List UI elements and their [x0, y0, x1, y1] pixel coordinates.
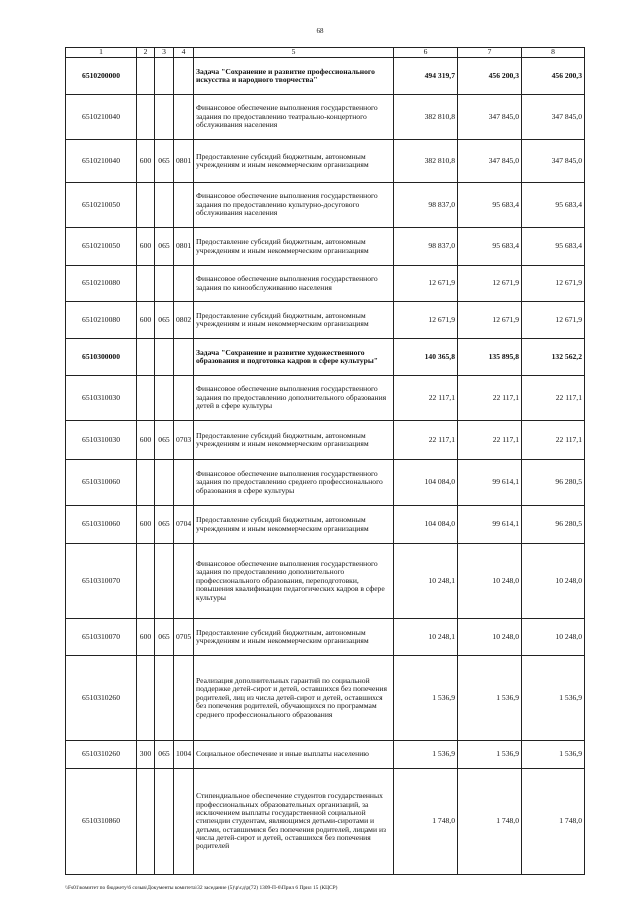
- amount-year-3: 1 536,9: [522, 741, 585, 769]
- amount-year-1: 104 084,0: [394, 460, 458, 506]
- administrator-code: 065: [155, 619, 174, 656]
- amount-year-3: 456 200,3: [522, 58, 585, 95]
- row-description: Предоставление субсидий бюджетным, автономным учреждениям и иным некоммерческим организациям: [194, 302, 394, 339]
- row-description: Реализация дополнительных гарантий по социальной поддержке детей-сирот и детей, оставшихся без попечения родителей, лиц из числа детей-сирот и детей, оставшихся без попечения родителей, обучающихся по программам среднего профессионального образования: [194, 656, 394, 741]
- administrator-code: [155, 376, 174, 421]
- table-row: [66, 421, 585, 460]
- row-description: Предоставление субсидий бюджетным, автономным учреждениям и иным некоммерческим организациям: [194, 228, 394, 266]
- row-description: Финансовое обеспечение выполнения государственного задания по предоставлению дополнительного образования детей в сфере культуры: [194, 376, 394, 421]
- amount-year-1: 22 117,1: [394, 421, 458, 460]
- section-code: 0802: [174, 302, 194, 339]
- table-row: [66, 769, 585, 875]
- amount-year-3: 1 536,9: [522, 656, 585, 741]
- administrator-code: 065: [155, 741, 174, 769]
- administrator-code: 065: [155, 140, 174, 183]
- amount-year-3: 1 748,0: [522, 769, 585, 875]
- amount-year-2: 1 748,0: [458, 769, 522, 875]
- amount-year-2: 347 845,0: [458, 95, 522, 140]
- expense-type-code: 600: [137, 619, 155, 656]
- classification-code: 6510310260: [66, 656, 137, 741]
- row-description: Социальное обеспечение и иные выплаты населению: [194, 741, 394, 769]
- row-description: Финансовое обеспечение выполнения государственного задания по предоставлению театрально-концертного обслуживания населения: [194, 95, 394, 140]
- table-row: [66, 741, 585, 769]
- amount-year-2: 99 614,1: [458, 506, 522, 544]
- column-header: 5: [194, 48, 394, 58]
- amount-year-1: 382 810,8: [394, 95, 458, 140]
- amount-year-1: 98 837,0: [394, 183, 458, 228]
- section-code: [174, 58, 194, 95]
- amount-year-1: 140 365,8: [394, 339, 458, 376]
- administrator-code: [155, 339, 174, 376]
- expense-type-code: [137, 339, 155, 376]
- amount-year-2: 1 536,9: [458, 656, 522, 741]
- row-description: Финансовое обеспечение выполнения государственного задания по предоставлению среднего профессионального образования в сфере культуры: [194, 460, 394, 506]
- section-code: [174, 769, 194, 875]
- amount-year-3: 95 683,4: [522, 228, 585, 266]
- administrator-code: [155, 183, 174, 228]
- column-header: 3: [155, 48, 174, 58]
- row-description: Предоставление субсидий бюджетным, автономным учреждениям и иным некоммерческим организациям: [194, 140, 394, 183]
- amount-year-1: 10 248,1: [394, 544, 458, 619]
- section-code: 0703: [174, 421, 194, 460]
- section-code: 0705: [174, 619, 194, 656]
- expense-type-code: [137, 769, 155, 875]
- table-row: [66, 302, 585, 339]
- expense-type-code: [137, 376, 155, 421]
- amount-year-3: 10 248,0: [522, 544, 585, 619]
- amount-year-2: 347 845,0: [458, 140, 522, 183]
- amount-year-2: 95 683,4: [458, 183, 522, 228]
- section-code: [174, 544, 194, 619]
- administrator-code: 065: [155, 228, 174, 266]
- amount-year-3: 22 117,1: [522, 421, 585, 460]
- amount-year-2: 22 117,1: [458, 376, 522, 421]
- expense-type-code: [137, 183, 155, 228]
- amount-year-1: 12 671,9: [394, 302, 458, 339]
- amount-year-3: 96 280,5: [522, 460, 585, 506]
- column-header: 8: [522, 48, 585, 58]
- row-description: Задача "Сохранение и развитие профессионального искусства и народного творчества": [194, 58, 394, 95]
- amount-year-3: 22 117,1: [522, 376, 585, 421]
- amount-year-2: 1 536,9: [458, 741, 522, 769]
- amount-year-2: 456 200,3: [458, 58, 522, 95]
- classification-code: 6510210080: [66, 302, 137, 339]
- classification-code: 6510210080: [66, 266, 137, 302]
- amount-year-2: 10 248,0: [458, 544, 522, 619]
- table-row: [66, 619, 585, 656]
- classification-code: 6510200000: [66, 58, 137, 95]
- amount-year-1: 98 837,0: [394, 228, 458, 266]
- administrator-code: 065: [155, 302, 174, 339]
- section-code: [174, 339, 194, 376]
- section-code: [174, 183, 194, 228]
- section-code: 0704: [174, 506, 194, 544]
- amount-year-3: 95 683,4: [522, 183, 585, 228]
- administrator-code: [155, 58, 174, 95]
- table-row: [66, 183, 585, 228]
- amount-year-2: 99 614,1: [458, 460, 522, 506]
- section-code: [174, 95, 194, 140]
- column-header: 1: [66, 48, 137, 58]
- amount-year-1: 382 810,8: [394, 140, 458, 183]
- administrator-code: 065: [155, 506, 174, 544]
- amount-year-3: 347 845,0: [522, 95, 585, 140]
- amount-year-3: 132 562,2: [522, 339, 585, 376]
- section-code: [174, 656, 194, 741]
- administrator-code: [155, 544, 174, 619]
- expense-type-code: [137, 656, 155, 741]
- amount-year-2: 12 671,9: [458, 266, 522, 302]
- classification-code: 6510310060: [66, 460, 137, 506]
- table-row: [66, 228, 585, 266]
- table-row: [66, 656, 585, 741]
- administrator-code: 065: [155, 421, 174, 460]
- classification-code: 6510210040: [66, 140, 137, 183]
- classification-code: 6510210050: [66, 228, 137, 266]
- table-row-task: [66, 339, 585, 376]
- administrator-code: [155, 656, 174, 741]
- expense-type-code: [137, 266, 155, 302]
- table-row-task: [66, 58, 585, 95]
- table-row: [66, 95, 585, 140]
- row-description: Предоставление субсидий бюджетным, автономным учреждениям и иным некоммерческим организациям: [194, 506, 394, 544]
- expense-type-code: 600: [137, 421, 155, 460]
- amount-year-2: 22 117,1: [458, 421, 522, 460]
- administrator-code: [155, 460, 174, 506]
- section-code: 1004: [174, 741, 194, 769]
- amount-year-2: 135 895,8: [458, 339, 522, 376]
- amount-year-1: 1 748,0: [394, 769, 458, 875]
- row-description: Предоставление субсидий бюджетным, автономным учреждениям и иным некоммерческим организациям: [194, 421, 394, 460]
- expense-type-code: 300: [137, 741, 155, 769]
- expense-type-code: [137, 544, 155, 619]
- table-row: [66, 544, 585, 619]
- file-path-footer: \\Fs01\комитет по бюджету\6 созыв\Документы комитета\32 заседание (5)\р\сд\р(72) 1309-П-6\Прил 6 Прил 15 (КЦСР): [65, 885, 338, 891]
- classification-code: 6510210040: [66, 95, 137, 140]
- amount-year-3: 10 248,0: [522, 619, 585, 656]
- budget-table: [65, 47, 585, 875]
- amount-year-1: 12 671,9: [394, 266, 458, 302]
- amount-year-3: 12 671,9: [522, 302, 585, 339]
- classification-code: 6510310070: [66, 544, 137, 619]
- table-header-row: [66, 48, 585, 58]
- expense-type-code: 600: [137, 506, 155, 544]
- classification-code: 6510310030: [66, 376, 137, 421]
- table-row: [66, 140, 585, 183]
- classification-code: 6510310860: [66, 769, 137, 875]
- row-description: Предоставление субсидий бюджетным, автономным учреждениям и иным некоммерческим организациям: [194, 619, 394, 656]
- page-number: 68: [316, 27, 324, 35]
- section-code: [174, 460, 194, 506]
- classification-code: 6510310260: [66, 741, 137, 769]
- row-description: Задача "Сохранение и развитие художественного образования и подготовка кадров в сфере культуры": [194, 339, 394, 376]
- classification-code: 6510210050: [66, 183, 137, 228]
- classification-code: 6510300000: [66, 339, 137, 376]
- amount-year-2: 95 683,4: [458, 228, 522, 266]
- administrator-code: [155, 769, 174, 875]
- table-row: [66, 506, 585, 544]
- amount-year-1: 10 248,1: [394, 619, 458, 656]
- section-code: 0801: [174, 140, 194, 183]
- amount-year-1: 1 536,9: [394, 741, 458, 769]
- section-code: [174, 266, 194, 302]
- expense-type-code: 600: [137, 302, 155, 339]
- row-description: Финансовое обеспечение выполнения государственного задания по кинообслуживанию населения: [194, 266, 394, 302]
- expense-type-code: [137, 58, 155, 95]
- column-header: 7: [458, 48, 522, 58]
- table-row: [66, 376, 585, 421]
- column-header: 4: [174, 48, 194, 58]
- row-description: Финансовое обеспечение выполнения государственного задания по предоставлению культурно-досугового обслуживания населения: [194, 183, 394, 228]
- column-header: 2: [137, 48, 155, 58]
- amount-year-3: 347 845,0: [522, 140, 585, 183]
- amount-year-2: 10 248,0: [458, 619, 522, 656]
- classification-code: 6510310030: [66, 421, 137, 460]
- administrator-code: [155, 95, 174, 140]
- expense-type-code: [137, 460, 155, 506]
- expense-type-code: 600: [137, 140, 155, 183]
- amount-year-1: 494 319,7: [394, 58, 458, 95]
- classification-code: 6510310060: [66, 506, 137, 544]
- amount-year-1: 104 084,0: [394, 506, 458, 544]
- row-description: Стипендиальное обеспечение студентов государственных профессиональных образовательных организаций, за исключением выплаты государственной социальной стипендии студентам, являющимся детьми-сиротами и детьми, оставшимися без попечения родителей, лицами из числа детей-сирот и детей, оставшихся без попечения родителей: [194, 769, 394, 875]
- table-row: [66, 460, 585, 506]
- table-row: [66, 266, 585, 302]
- section-code: 0801: [174, 228, 194, 266]
- administrator-code: [155, 266, 174, 302]
- expense-type-code: [137, 95, 155, 140]
- section-code: [174, 376, 194, 421]
- amount-year-3: 12 671,9: [522, 266, 585, 302]
- column-header: 6: [394, 48, 458, 58]
- amount-year-1: 22 117,1: [394, 376, 458, 421]
- amount-year-3: 96 280,5: [522, 506, 585, 544]
- amount-year-2: 12 671,9: [458, 302, 522, 339]
- classification-code: 6510310070: [66, 619, 137, 656]
- amount-year-1: 1 536,9: [394, 656, 458, 741]
- row-description: Финансовое обеспечение выполнения государственного задания по предоставлению дополнительного профессионального образования, переподготовки, повышения квалификации педагогических кадров в сфере культуры: [194, 544, 394, 619]
- expense-type-code: 600: [137, 228, 155, 266]
